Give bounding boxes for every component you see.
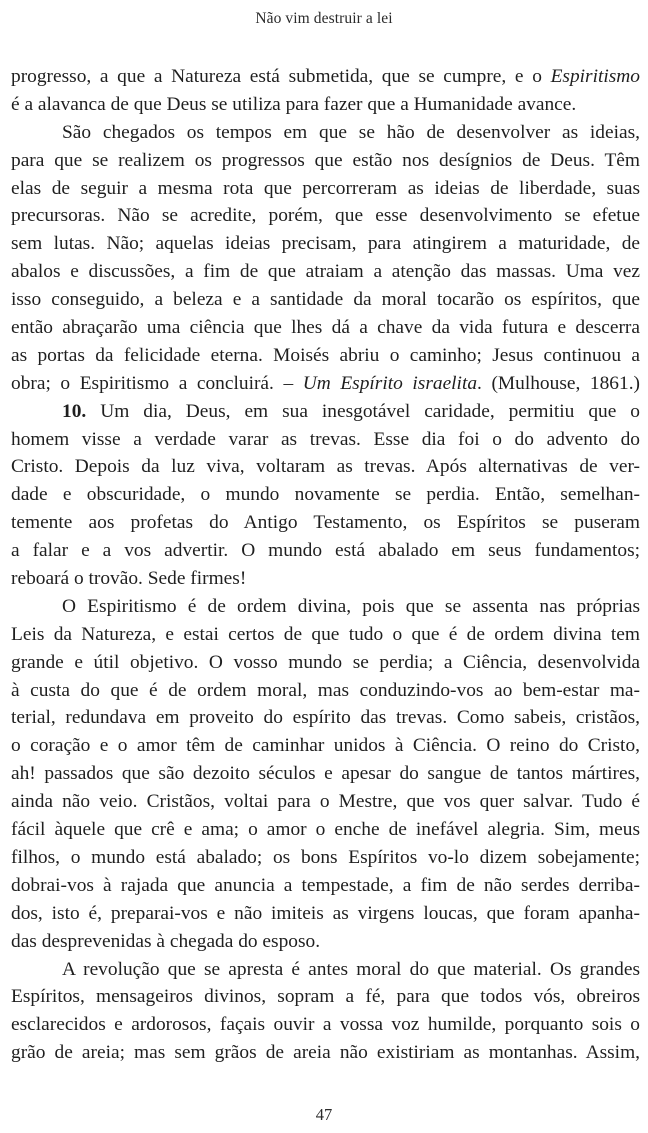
text-line: [11, 788, 640, 816]
text-line: [11, 704, 640, 732]
text-run: obra; o Espiritismo a concluirá. –: [11, 372, 303, 394]
text-line: [11, 649, 640, 677]
text-line: [11, 175, 640, 203]
text-line: [11, 1011, 640, 1039]
text-line: [11, 928, 640, 956]
text-run: abalos e discussões, a fim de que atraiam a atenção das massas. Uma vez: [11, 261, 640, 283]
text-run: grande e útil objetivo. O vosso mundo se perdia; a Ciência, desenvolvida: [11, 651, 640, 673]
text-run: filhos, o mundo está abalado; os bons Espíritos vo-lo dizem sobejamente;: [11, 846, 640, 868]
text-run: grão de areia; mas sem grãos de areia não existiriam as montanhas. Assim,: [11, 1042, 640, 1064]
text-line: [11, 1039, 640, 1067]
text-run: Cristo. Depois da luz viva, voltaram as trevas. Após alternativas de ver-: [11, 456, 640, 478]
text-line: [11, 342, 640, 370]
item-number: 10.: [62, 400, 87, 422]
body-text: [11, 63, 640, 1067]
text-line: [11, 760, 640, 788]
text-line: [11, 314, 640, 342]
text-run: terial, redundava em proveito do espírito das trevas. Como sabeis, cristãos,: [11, 707, 640, 729]
text-run: dade e obscuridade, o mundo novamente se perdia. Então, semelhan-: [11, 484, 640, 506]
text-run: . (Mulhouse, 1861.): [477, 372, 640, 394]
text-line: [11, 370, 640, 398]
text-run: a falar e a vos advertir. O mundo está abalado em seus fundamentos;: [11, 540, 640, 562]
italic-run: Um Espírito israelita: [302, 372, 478, 394]
text-run: das desprevenidas à chegada do esposo.: [11, 930, 321, 952]
text-run: esclarecidos e ardorosos, façais ouvir a vossa voz humilde, porquanto sois o: [11, 1014, 640, 1036]
text-run: as portas da felicidade eterna. Moisés abriu o caminho; Jesus continuou a: [11, 344, 640, 366]
text-run: O Espiritismo é de ordem divina, pois que se assenta nas próprias: [62, 595, 640, 617]
text-line: [11, 956, 640, 984]
text-line: [11, 147, 640, 175]
text-line: [11, 91, 640, 119]
text-run: São chegados os tempos em que se hão de desenvolver as ideias,: [62, 121, 640, 143]
text-run: homem visse a verdade varar as trevas. Esse dia foi o do advento do: [11, 428, 640, 450]
text-run: dobrai-vos à rajada que anuncia a tempestade, a fim de não serdes derriba-: [11, 874, 640, 896]
text-line: [11, 621, 640, 649]
text-run: então abraçarão uma ciência que lhes dá a chave da vida futura e descerra: [11, 317, 640, 339]
text-line: [11, 453, 640, 481]
text-line: [11, 677, 640, 705]
text-line: [11, 509, 640, 537]
text-line: [11, 258, 640, 286]
text-line: [11, 119, 640, 147]
text-run: ah! passados que são dezoito séculos e apesar do sangue de tantos mártires,: [11, 763, 640, 785]
text-run: precursoras. Não se acredite, porém, que esse desenvolvimento se efetue: [11, 205, 640, 227]
text-line: [11, 426, 640, 454]
text-run: Leis da Natureza, e estai certos de que tudo o que é de ordem divina tem: [11, 623, 640, 645]
running-header: Não vim destruir a lei: [255, 10, 393, 27]
text-line: [11, 983, 640, 1011]
text-line: [11, 593, 640, 621]
text-line: [11, 565, 640, 593]
text-line: [11, 481, 640, 509]
text-run: o coração e o amor têm de caminhar unidos à Ciência. O reino do Cristo,: [11, 735, 640, 757]
italic-run: Espiritismo: [550, 66, 640, 87]
text-line: [11, 537, 640, 565]
text-run: reboará o trovão. Sede firmes!: [11, 568, 247, 590]
text-run: isso conseguido, a beleza e a santidade da moral tocarão os espíritos, que: [11, 289, 640, 311]
text-run: ainda não veio. Cristãos, voltai para o Mestre, que vos quer salvar. Tudo é: [11, 791, 640, 813]
text-line: [11, 202, 640, 230]
text-line: [11, 900, 640, 928]
text-run: progresso, a que a Natureza está submetida, que se cumpre, e o: [11, 66, 551, 87]
text-line: [11, 844, 640, 872]
text-run: Espíritos, mensageiros divinos, sopram a fé, para que todos vós, obreiros: [11, 986, 640, 1008]
text-run: sem lutas. Não; aquelas ideias precisam, para atingirem a maturidade, de: [11, 233, 640, 255]
page-number: 47: [315, 1105, 333, 1124]
text-run: Um dia, Deus, em sua inesgotável caridade, permitiu que o: [86, 400, 640, 422]
text-line: [11, 398, 640, 426]
text-run: fácil àquele que crê e ama; o amor o enche de inefável alegria. Sim, meus: [11, 819, 640, 841]
text-run: é a alavanca de que Deus se utiliza para fazer que a Humanidade avance.: [11, 93, 577, 115]
text-run: à custa do que é de ordem moral, mas conduzindo-vos ao bem-estar ma-: [11, 679, 640, 701]
text-line: [11, 732, 640, 760]
text-line: [11, 872, 640, 900]
text-line: [11, 63, 640, 91]
text-run: elas de seguir a mesma rota que percorreram as ideias de liberdade, suas: [11, 177, 640, 199]
text-line: [11, 816, 640, 844]
text-line: [11, 286, 640, 314]
text-run: para que se realizem os progressos que estão nos desígnios de Deus. Têm: [11, 149, 640, 171]
text-run: A revolução que se apresta é antes moral do que material. Os grandes: [62, 958, 640, 980]
text-run: temente aos profetas do Antigo Testamento, os Espíritos se puseram: [11, 512, 640, 534]
text-line: [11, 230, 640, 258]
text-run: dos, isto é, preparai-vos e não imiteis as virgens loucas, que foram apanha-: [11, 902, 640, 924]
